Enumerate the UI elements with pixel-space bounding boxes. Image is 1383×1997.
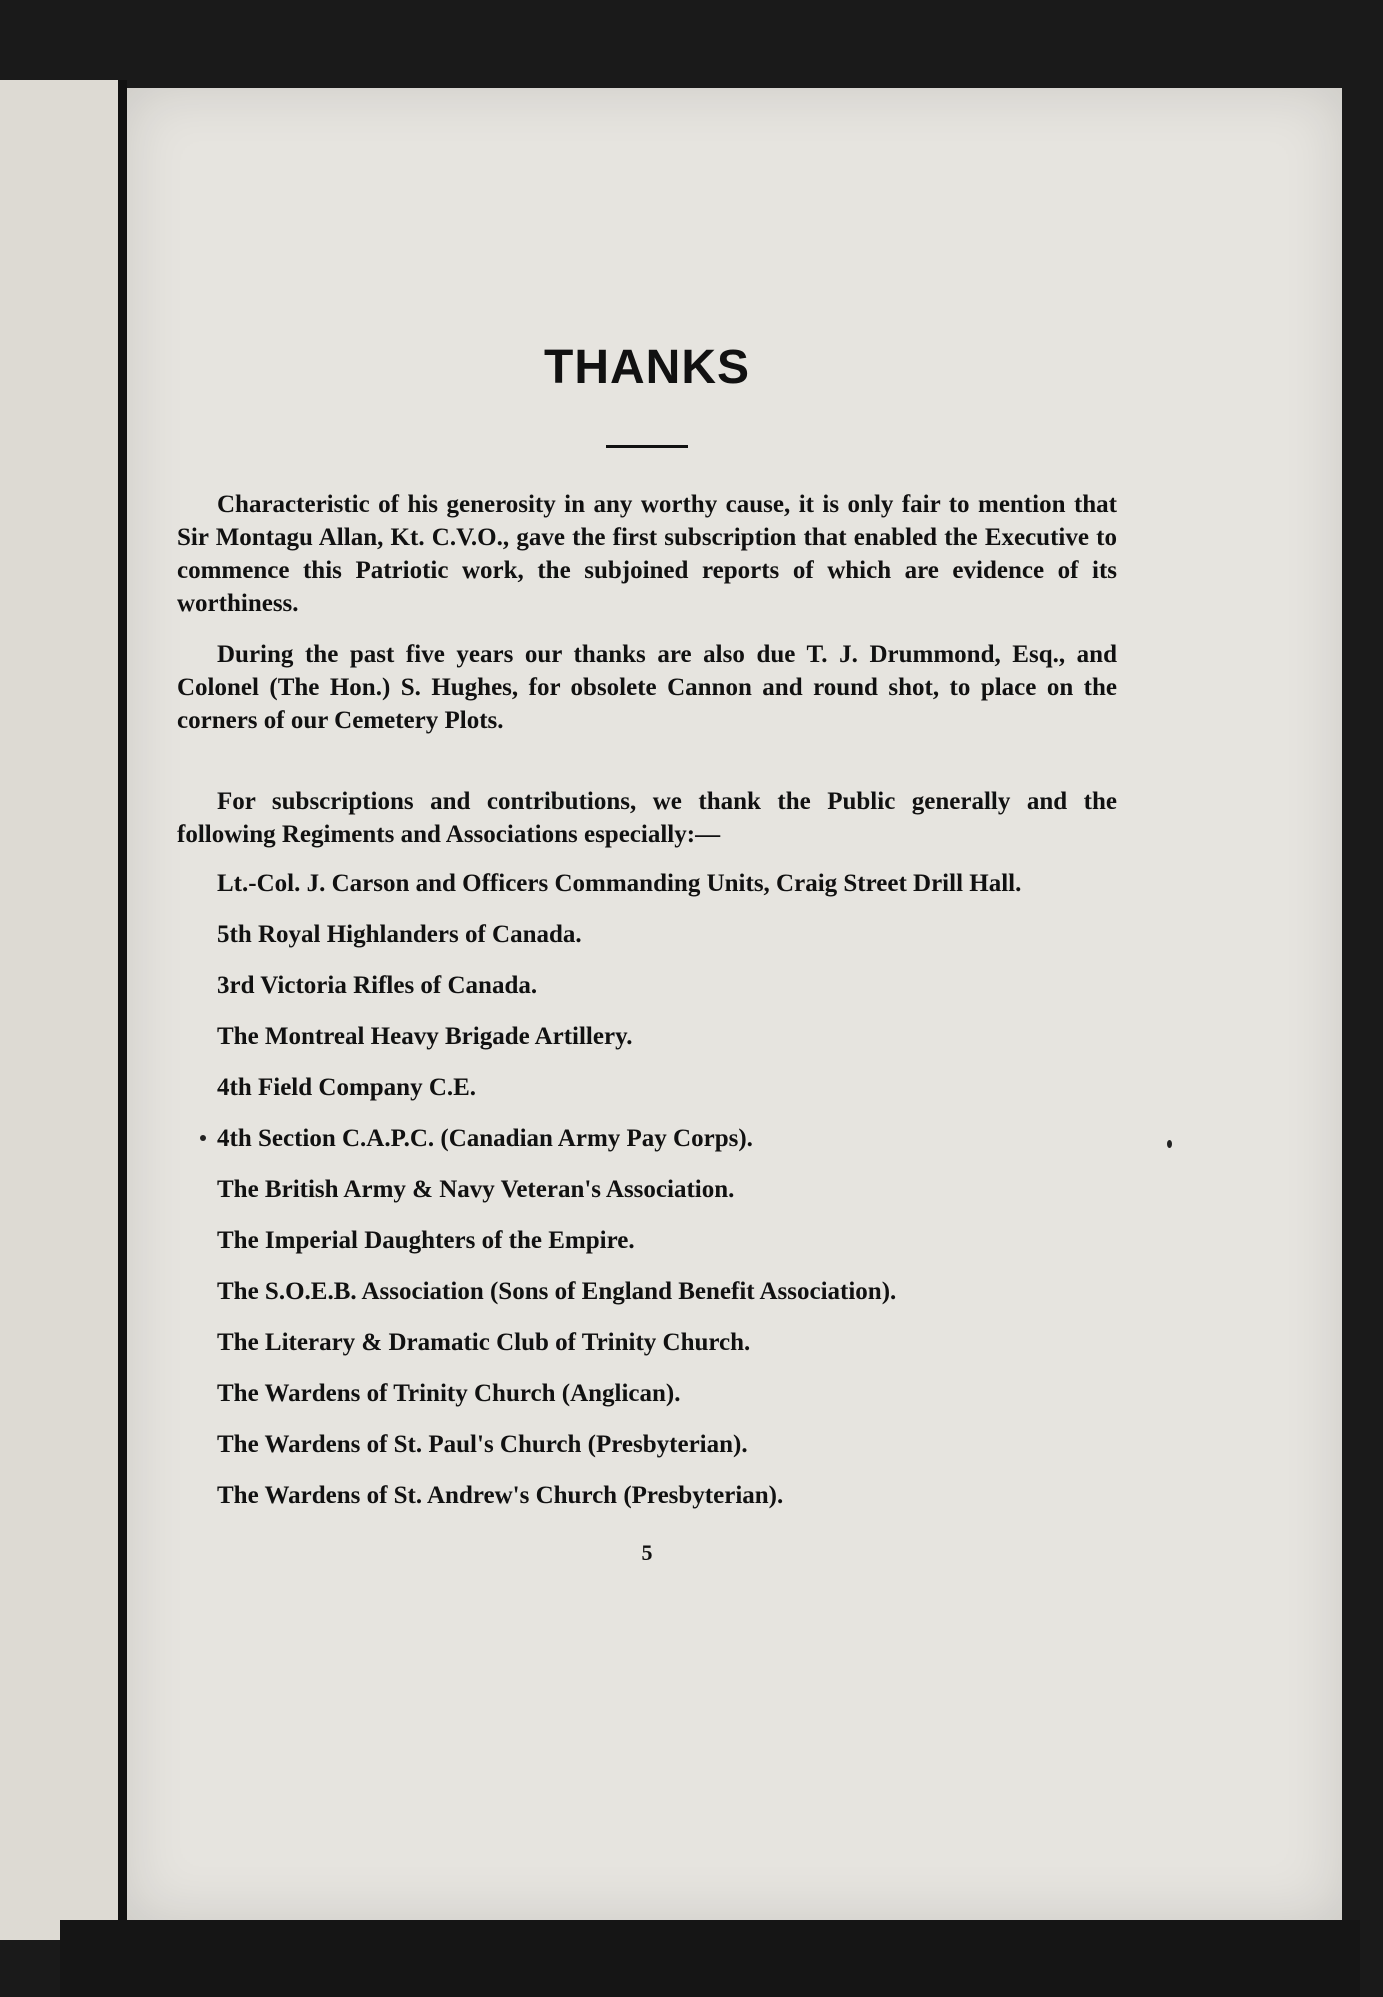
scan-bottom-edge (60, 1920, 1360, 1997)
list-item: 4th Section C.A.P.C. (Canadian Army Pay Corps). (217, 1125, 753, 1152)
list-item: The Imperial Daughters of the Empire. (217, 1227, 635, 1254)
facing-page-edge (0, 80, 126, 1940)
paragraph-1: Characteristic of his generosity in any worthy cause, it is only fair to mention that Sir Montagu Allan, Kt. C.V.O., gave the first subscription that enabled the Executive to commence this Patriotic work, the subjoined reports of which are evidence of its worthiness. (177, 491, 1117, 617)
page-content (177, 250, 1117, 1566)
list-item: 5th Royal Highlanders of Canada. (217, 921, 582, 948)
list-item: The S.O.E.B. Association (Sons of England Benefit Association). (217, 1278, 897, 1305)
book-spine (118, 80, 127, 1960)
paragraph-2: During the past five years our thanks are also due T. J. Drummond, Esq., and Colonel (The Hon.) S. Hughes, for obsolete Cannon and round shot, to place on the corners of our Cemetery Plots. (177, 641, 1117, 734)
list-item: Lt.-Col. J. Carson and Officers Commanding Units, Craig Street Drill Hall. (217, 870, 1022, 897)
list-item: 3rd Victoria Rifles of Canada. (217, 972, 538, 999)
list-item: The Wardens of St. Paul's Church (Presbyterian). (217, 1431, 748, 1458)
page-title: THANKS (544, 341, 750, 394)
list-item: The Literary & Dramatic Club of Trinity Church. (217, 1329, 751, 1356)
list-item: The Montreal Heavy Brigade Artillery. (217, 1023, 633, 1050)
thanks-list (177, 869, 1117, 1510)
title-rule (606, 445, 688, 448)
list-item: 4th Field Company C.E. (217, 1074, 477, 1101)
page-number: 5 (641, 1540, 653, 1565)
scan-speck (1167, 1140, 1172, 1148)
body-text (177, 488, 1117, 851)
paragraph-3: For subscriptions and contributions, we thank the Public generally and the following Regiments and Associations especially:— (177, 788, 1117, 848)
list-item: The British Army & Navy Veteran's Association. (217, 1176, 735, 1203)
list-item: The Wardens of St. Andrew's Church (Presbyterian). (217, 1482, 784, 1509)
list-item: The Wardens of Trinity Church (Anglican). (217, 1380, 681, 1407)
